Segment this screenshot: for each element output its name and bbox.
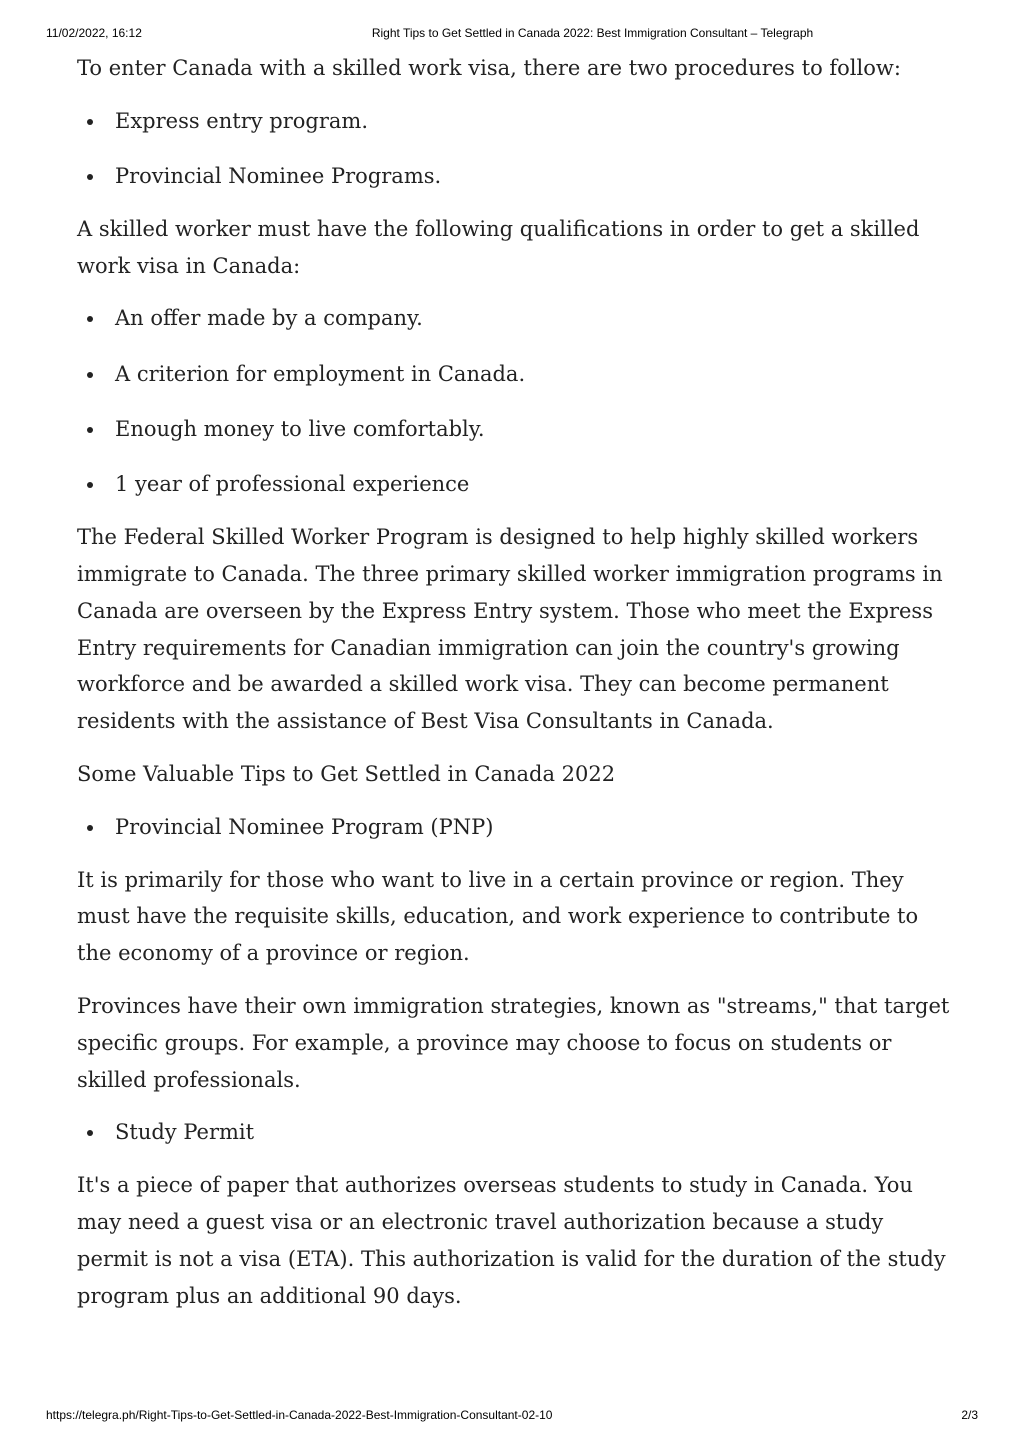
list-item: Provincial Nominee Programs. xyxy=(115,158,957,195)
list-item: Express entry program. xyxy=(115,103,957,140)
bullet-list xyxy=(77,809,957,846)
print-header xyxy=(0,26,1024,42)
print-url: https://telegra.ph/Right-Tips-to-Get-Settled-in-Canada-2022-Best-Immigration-Consultant-02-10 xyxy=(46,1408,553,1422)
print-page-title: Right Tips to Get Settled in Canada 2022: Best Immigration Consultant – Telegraph xyxy=(371,26,814,40)
list-item: Provincial Nominee Program (PNP) xyxy=(115,809,957,846)
section-heading: Some Valuable Tips to Get Settled in Canada 2022 xyxy=(77,761,616,786)
bullet-list xyxy=(77,103,957,195)
paragraph: It is primarily for those who want to live in a certain province or region. They must have the requisite skills, education, and work experience to contribute to the economy of a province or region. xyxy=(77,867,919,966)
paragraph: A skilled worker must have the following qualifications in order to get a skilled work visa in Canada: xyxy=(77,216,920,278)
paragraph: The Federal Skilled Worker Program is designed to help highly skilled workers immigrate to Canada. The three primary skilled worker immigration programs in Canada are overseen by the Express Entry system. Those who meet the Express Entry requirements for Canadian immigration can join the country's growing workforce and be awarded a skilled work visa. They can become permanent residents with the assistance of Best Visa Consultants in Canada. xyxy=(77,525,943,734)
list-item: Enough money to live comfortably. xyxy=(115,411,957,448)
paragraph: Provinces have their own immigration strategies, known as "streams," that target specific groups. For example, a province may choose to focus on students or skilled professionals. xyxy=(77,993,950,1092)
bullet-list xyxy=(77,1114,957,1151)
print-footer xyxy=(0,1408,1024,1424)
list-item: A criterion for employment in Canada. xyxy=(115,356,957,393)
list-item: Study Permit xyxy=(115,1114,957,1151)
paragraph: To enter Canada with a skilled work visa, there are two procedures to follow: xyxy=(77,56,901,80)
list-item: An offer made by a company. xyxy=(115,300,957,337)
list-item: 1 year of professional experience xyxy=(115,466,957,503)
print-datetime: 11/02/2022, 16:12 xyxy=(46,26,142,40)
paragraph: It's a piece of paper that authorizes overseas students to study in Canada. You may need a guest visa or an electronic travel authorization because a study permit is not a visa (ETA). This authorization is valid for the duration of the study program plus an additional 90 days. xyxy=(77,1173,946,1308)
article-body xyxy=(77,50,957,1330)
bullet-list xyxy=(77,300,957,503)
print-page-number: 2/3 xyxy=(961,1408,978,1422)
